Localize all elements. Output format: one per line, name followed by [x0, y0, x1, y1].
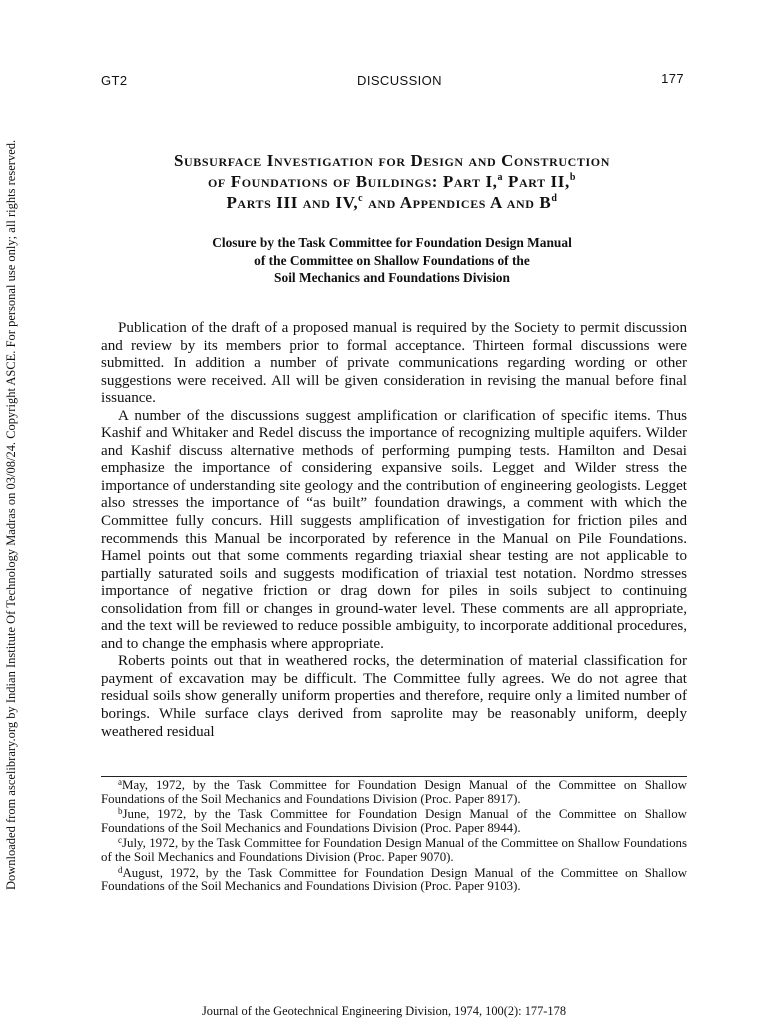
footnote-ref-c: c: [358, 193, 364, 204]
closure-line-2: of the Committee on Shallow Foundations of the: [254, 252, 530, 268]
footnote-mark: d: [118, 864, 123, 875]
footnote: [101, 808, 687, 835]
journal-citation: Journal of the Geotechnical Engineering Division, 1974, 100(2): 177-178: [201, 1004, 567, 1018]
footnote: [101, 779, 687, 806]
journal-code: GT2: [101, 73, 128, 88]
title-part-2: Part II,: [503, 172, 570, 191]
title-part-1: of Foundations of Buildings: Part I,: [208, 172, 498, 191]
paragraph: Roberts points out that in weathered rocks, the determination of material classification for payment of excavation may be difficult. The Committee fully agrees. We do not agree that residual soils show generally uniform properties and therefore, require only a limited number of borings. While surface clays derived from saprolite may be reasonably uniform, deeply weathered residual: [101, 653, 687, 740]
title-appendices: and Appendices A and B: [363, 193, 552, 212]
closure-line-1: Closure by the Task Committee for Foundation Design Manual: [212, 235, 572, 250]
title-line-1: Subsurface Investigation for Design and Construction: [173, 151, 611, 170]
footnote-mark: c: [118, 835, 122, 846]
footnote-ref-a: a: [497, 172, 504, 183]
footnote: [101, 864, 687, 894]
closure-byline: [120, 234, 664, 287]
footnote-text: June, 1972, by the Task Committee for Foundation Design Manual of the Committee on Shallow Foundations of the Soil Mechanics and Foundations Division (Proc. Paper 8944).: [101, 807, 687, 835]
footnote-text: July, 1972, by the Task Committee for Foundation Design Manual of the Committee on Shallow Foundations of the Soil Mechanics and Foundations Division (Proc. Paper 9070).: [101, 836, 687, 864]
page-number: 177: [661, 71, 684, 86]
footnote-text: May, 1972, by the Task Committee for Foundation Design Manual of the Committee on Shallow Foundations of the Soil Mechanics and Foundations Division (Proc. Paper 8917).: [101, 778, 687, 806]
footnote-text: August, 1972, by the Task Committee for Foundation Design Manual of the Committee on Shallow Foundations of the Soil Mechanics and Foundations Division (Proc. Paper 9103).: [101, 865, 687, 894]
section-label: DISCUSSION: [357, 73, 442, 88]
footnote: [101, 837, 687, 864]
article-title: [120, 150, 664, 213]
paragraph: Publication of the draft of a proposed manual is required by the Society to permit discussion and review by its members prior to formal acceptance. Thirteen formal discussions were submitted. In addition a number of private communications regarding wording or other suggestions were received. All will be given consideration in revising the manual before final issuance.: [101, 320, 687, 407]
body-text: [101, 320, 687, 741]
footnote-divider: [101, 776, 687, 777]
running-head: [101, 73, 684, 91]
download-notice-text: Downloaded from ascelibrary.org by Indian Institute Of Technology Madras on 03/08/24. Copyright ASCE. For personal use only; all rights reserved.: [4, 139, 18, 890]
footnote-mark: a: [118, 777, 122, 787]
footnote-mark: b: [118, 806, 123, 817]
title-parts-3-4: Parts III and IV,: [226, 193, 359, 212]
paragraph: A number of the discussions suggest amplification or clarification of specific items. Thus Kashif and Whitaker and Redel discuss the importance of recognizing multiple aquifers. Wilder and Kashif discuss alternative methods of performing pumping tests. Hamilton and Desai emphasize the importance of considering expansive soils. Legget and Wilder stress the importance of understanding site geology and the contribution of engineering geologists. Legget also stresses the importance of “as built” foundation drawings, a comment with which the Committee fully concurs. Hill suggests amplification of investigation for friction piles and recommends this Manual be incorporated by reference in the Manual on Pile Foundations. Hamel points out that some comments regarding triaxial shear testing are not applicable to partially saturated soils and suggests modification of triaxial test notation. Nordmo stresses importance of negative friction or drag down for piles in soils subject to continuing consolidation from fill or changes in ground-water level. These comments are all appropriate, and the text will be reviewed to reduce possible ambiguity, to incorporate additional procedures, and to change the emphasis where appropriate.: [101, 407, 687, 652]
title-line-2: [120, 171, 664, 192]
footnote-ref-d: d: [551, 193, 558, 204]
download-notice: [4, 130, 18, 890]
footnote-ref-b: b: [569, 172, 576, 183]
title-line-3: [120, 192, 664, 213]
footnotes: [101, 779, 687, 896]
closure-line-3: Soil Mechanics and Foundations Division: [274, 270, 510, 285]
